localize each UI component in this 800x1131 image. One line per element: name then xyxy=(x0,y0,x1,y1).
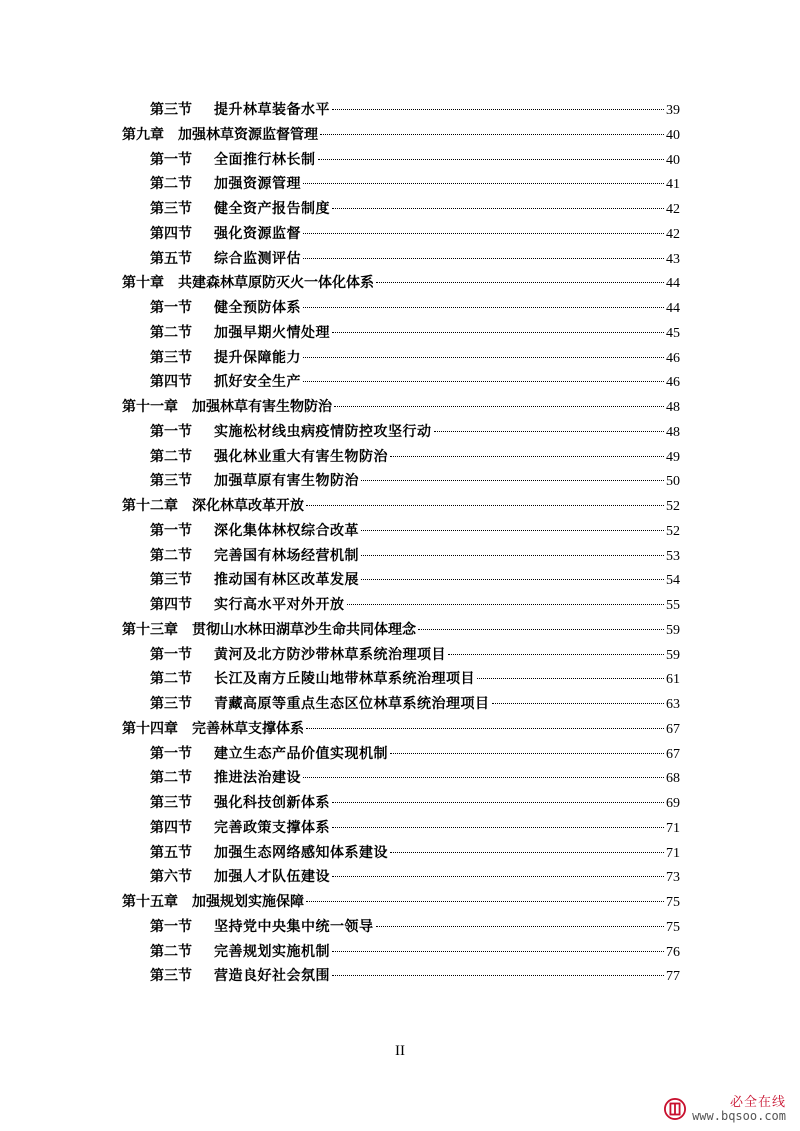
toc-chapter-entry[interactable] xyxy=(122,618,680,643)
toc-chapter-entry[interactable] xyxy=(122,271,680,296)
toc-entry-page: 48 xyxy=(666,424,680,440)
toc-entry-number: 第十二章 xyxy=(122,498,178,514)
toc-entry-page: 49 xyxy=(666,449,680,465)
toc-section-entry[interactable] xyxy=(122,346,680,371)
toc-section-entry[interactable] xyxy=(122,247,680,272)
toc-entry-number: 第十五章 xyxy=(122,894,178,910)
toc-entry-page: 68 xyxy=(666,771,680,787)
toc-dot-leader xyxy=(303,356,664,358)
toc-dot-leader xyxy=(332,826,664,828)
toc-dot-leader xyxy=(347,603,665,605)
toc-section-entry[interactable] xyxy=(122,98,680,123)
toc-entry-number: 第三节 xyxy=(150,102,192,118)
toc-entry-title: 提升林草装备水平 xyxy=(214,102,330,118)
toc-entry-page: 61 xyxy=(666,672,680,688)
toc-entry-number: 第五节 xyxy=(150,250,192,267)
toc-dot-leader xyxy=(361,578,664,580)
toc-entry-number: 第四节 xyxy=(150,225,192,242)
toc-entry-title: 抓好安全生产 xyxy=(214,374,301,391)
toc-section-entry[interactable] xyxy=(122,420,680,445)
toc-dot-leader xyxy=(376,925,665,927)
watermark xyxy=(664,1096,786,1123)
toc-entry-number: 第三节 xyxy=(150,795,192,811)
toc-entry-number: 第一节 xyxy=(150,300,192,316)
toc-entry-page: 50 xyxy=(666,474,680,490)
toc-entry-title: 加强规划实施保障 xyxy=(192,894,304,910)
toc-entry-page: 71 xyxy=(666,845,680,861)
page-number: II xyxy=(395,1043,405,1059)
toc-section-entry[interactable] xyxy=(122,519,680,544)
toc-section-entry[interactable] xyxy=(122,964,680,989)
toc-entry-number: 第三节 xyxy=(150,572,192,589)
toc-entry-page: 76 xyxy=(666,944,680,960)
toc-entry-page: 43 xyxy=(666,251,680,267)
toc-entry-title: 共建森林草原防灭火一体化体系 xyxy=(178,275,374,292)
toc-entry-title: 强化科技创新体系 xyxy=(214,795,330,811)
toc-section-entry[interactable] xyxy=(122,841,680,866)
toc-entry-title: 加强林草有害生物防治 xyxy=(192,399,332,415)
toc-entry-page: 42 xyxy=(666,226,680,242)
toc-dot-leader xyxy=(361,554,664,556)
toc-entry-title: 加强资源管理 xyxy=(214,176,301,193)
toc-entry-page: 69 xyxy=(666,796,680,811)
toc-dot-leader xyxy=(303,182,664,184)
toc-entry-number: 第三节 xyxy=(150,473,192,490)
toc-entry-page: 71 xyxy=(666,820,680,836)
toc-entry-number: 第九章 xyxy=(122,126,164,143)
toc-entry-title: 完善规划实施机制 xyxy=(214,943,330,960)
toc-entry-title: 加强草原有害生物防治 xyxy=(214,473,359,490)
toc-section-entry[interactable] xyxy=(122,766,680,791)
toc-section-entry[interactable] xyxy=(122,222,680,247)
toc-entry-page: 46 xyxy=(666,375,680,391)
toc-entry-title: 长江及南方丘陵山地带林草系统治理项目 xyxy=(214,671,475,688)
toc-dot-leader xyxy=(418,628,664,630)
toc-section-entry[interactable] xyxy=(122,667,680,692)
toc-entry-title: 强化林业重大有害生物防治 xyxy=(214,448,388,465)
toc-entry-number: 第四节 xyxy=(150,819,192,836)
toc-entry-page: 67 xyxy=(666,721,680,737)
toc-dot-leader xyxy=(332,974,664,976)
toc-entry-title: 推动国有林区改革发展 xyxy=(214,572,359,589)
toc-section-entry[interactable] xyxy=(122,296,680,321)
toc-entry-number: 第二节 xyxy=(150,943,192,960)
toc-section-entry[interactable] xyxy=(122,593,680,618)
toc-entry-page: 73 xyxy=(666,870,680,886)
toc-dot-leader xyxy=(303,380,664,382)
toc-dot-leader xyxy=(390,752,664,754)
toc-entry-page: 41 xyxy=(666,177,680,193)
toc-dot-leader xyxy=(303,776,664,778)
toc-dot-leader xyxy=(332,331,664,333)
toc-entry-number: 第一节 xyxy=(150,646,192,663)
toc-entry-number: 第二节 xyxy=(150,448,192,465)
toc-entry-number: 第四节 xyxy=(150,374,192,391)
toc-entry-number: 第一节 xyxy=(150,522,192,539)
toc-entry-title: 黄河及北方防沙带林草系统治理项目 xyxy=(214,646,446,663)
toc-section-entry[interactable] xyxy=(122,568,680,593)
toc-entry-number: 第四节 xyxy=(150,597,192,613)
toc-entry-title: 深化集体林权综合改革 xyxy=(214,522,359,539)
toc-entry-title: 完善国有林场经营机制 xyxy=(214,547,359,564)
toc-entry-number: 第二节 xyxy=(150,671,192,688)
toc-entry-title: 贯彻山水林田湖草沙生命共同体理念 xyxy=(192,621,416,638)
toc-entry-title: 完善政策支撑体系 xyxy=(214,819,330,836)
toc-chapter-entry[interactable] xyxy=(122,890,680,915)
toc-dot-leader xyxy=(332,875,664,877)
toc-dot-leader xyxy=(332,950,664,952)
toc-entry-number: 第十一章 xyxy=(122,399,178,415)
toc-dot-leader xyxy=(390,455,664,457)
toc-section-entry[interactable] xyxy=(122,865,680,890)
toc-entry-title: 加强林草资源监督管理 xyxy=(178,126,318,143)
toc-entry-title: 健全资产报告制度 xyxy=(214,201,330,217)
toc-entry-number: 第三节 xyxy=(150,968,192,985)
toc-entry-title: 提升保障能力 xyxy=(214,349,301,366)
toc-entry-number: 第三节 xyxy=(150,201,192,217)
toc-section-entry[interactable] xyxy=(122,742,680,767)
watermark-url: www.bqsoo.com xyxy=(692,1108,786,1123)
toc-chapter-entry[interactable] xyxy=(122,395,680,420)
toc-section-entry[interactable] xyxy=(122,370,680,395)
toc-entry-number: 第一节 xyxy=(150,423,192,440)
toc-entry-page: 40 xyxy=(666,152,680,168)
toc-section-entry[interactable] xyxy=(122,172,680,197)
toc-dot-leader xyxy=(332,801,664,803)
toc-dot-leader xyxy=(434,430,665,432)
toc-dot-leader xyxy=(303,232,664,234)
toc-dot-leader xyxy=(376,281,664,283)
toc-entry-number: 第二节 xyxy=(150,547,192,564)
toc-entry-page: 59 xyxy=(666,647,680,663)
toc-entry-number: 第三节 xyxy=(150,696,192,712)
toc-entry-title: 推进法治建设 xyxy=(214,770,301,787)
toc-chapter-entry[interactable] xyxy=(122,123,680,148)
toc-dot-leader xyxy=(361,529,664,531)
toc-entry-number: 第十三章 xyxy=(122,621,178,638)
toc-entry-number: 第二节 xyxy=(150,176,192,193)
toc-dot-leader xyxy=(332,108,664,110)
toc-section-entry[interactable] xyxy=(122,915,680,940)
toc-entry-title: 深化林草改革开放 xyxy=(192,498,304,514)
toc-dot-leader xyxy=(303,306,664,308)
toc-chapter-entry[interactable] xyxy=(122,717,680,742)
toc-dot-leader xyxy=(361,479,664,481)
toc-dot-leader xyxy=(448,653,664,655)
toc-entry-number: 第三节 xyxy=(150,349,192,366)
toc-section-entry[interactable] xyxy=(122,692,680,717)
toc-entry-number: 第一节 xyxy=(150,745,192,762)
toc-section-entry[interactable] xyxy=(122,816,680,841)
toc-chapter-entry[interactable] xyxy=(122,494,680,519)
table-of-contents xyxy=(122,98,680,989)
toc-entry-page: 75 xyxy=(666,895,680,910)
toc-section-entry[interactable] xyxy=(122,544,680,569)
toc-section-entry[interactable] xyxy=(122,148,680,173)
toc-entry-title: 加强早期火情处理 xyxy=(214,324,330,341)
toc-entry-title: 实施松材线虫病疫情防控攻坚行动 xyxy=(214,423,432,440)
toc-entry-title: 强化资源监督 xyxy=(214,225,301,242)
toc-entry-number: 第六节 xyxy=(150,869,192,886)
toc-dot-leader xyxy=(492,702,665,704)
toc-dot-leader xyxy=(306,900,664,902)
toc-dot-leader xyxy=(477,677,664,679)
toc-entry-page: 77 xyxy=(666,969,680,985)
toc-entry-number: 第一节 xyxy=(150,918,192,935)
toc-entry-page: 63 xyxy=(666,697,680,712)
toc-entry-page: 59 xyxy=(666,622,680,638)
toc-entry-page: 55 xyxy=(666,598,680,613)
toc-dot-leader xyxy=(390,851,664,853)
toc-entry-number: 第十四章 xyxy=(122,720,178,737)
toc-entry-number: 第二节 xyxy=(150,770,192,787)
toc-dot-leader xyxy=(320,133,664,135)
toc-dot-leader xyxy=(306,727,664,729)
toc-entry-title: 实行高水平对外开放 xyxy=(214,597,345,613)
toc-section-entry[interactable] xyxy=(122,469,680,494)
toc-entry-title: 建立生态产品价值实现机制 xyxy=(214,745,388,762)
toc-entry-number: 第一节 xyxy=(150,151,192,168)
toc-dot-leader xyxy=(318,158,665,160)
toc-entry-title: 加强生态网络感知体系建设 xyxy=(214,844,388,861)
toc-entry-page: 40 xyxy=(666,127,680,143)
toc-entry-title: 青藏高原等重点生态区位林草系统治理项目 xyxy=(214,696,490,712)
toc-entry-title: 加强人才队伍建设 xyxy=(214,869,330,886)
toc-entry-number: 第二节 xyxy=(150,324,192,341)
toc-entry-page: 52 xyxy=(666,523,680,539)
toc-entry-title: 健全预防体系 xyxy=(214,300,301,316)
toc-entry-title: 坚持党中央集中统一领导 xyxy=(214,918,374,935)
toc-entry-page: 75 xyxy=(666,919,680,935)
toc-entry-number: 第十章 xyxy=(122,275,164,292)
watermark-name: 必全在线 xyxy=(729,1094,786,1110)
toc-entry-page: 39 xyxy=(666,103,680,118)
toc-entry-page: 53 xyxy=(666,548,680,564)
toc-entry-title: 全面推行林长制 xyxy=(214,151,316,168)
toc-dot-leader xyxy=(334,405,664,407)
toc-entry-title: 完善林草支撑体系 xyxy=(192,720,304,737)
toc-section-entry[interactable] xyxy=(122,791,680,816)
toc-section-entry[interactable] xyxy=(122,643,680,668)
toc-entry-title: 营造良好社会氛围 xyxy=(214,968,330,985)
toc-entry-page: 52 xyxy=(666,499,680,514)
toc-entry-page: 44 xyxy=(666,301,680,316)
toc-entry-page: 67 xyxy=(666,746,680,762)
bqsoo-logo-icon xyxy=(664,1098,686,1120)
toc-section-entry[interactable] xyxy=(122,445,680,470)
toc-entry-number: 第五节 xyxy=(150,844,192,861)
toc-entry-page: 46 xyxy=(666,350,680,366)
toc-section-entry[interactable] xyxy=(122,321,680,346)
toc-section-entry[interactable] xyxy=(122,197,680,222)
toc-entry-title: 综合监测评估 xyxy=(214,250,301,267)
toc-section-entry[interactable] xyxy=(122,940,680,965)
toc-entry-page: 45 xyxy=(666,325,680,341)
toc-dot-leader xyxy=(303,257,664,259)
toc-entry-page: 48 xyxy=(666,400,680,415)
toc-entry-page: 42 xyxy=(666,202,680,217)
toc-dot-leader xyxy=(306,504,664,506)
toc-dot-leader xyxy=(332,207,664,209)
toc-entry-page: 44 xyxy=(666,276,680,292)
toc-entry-page: 54 xyxy=(666,573,680,589)
